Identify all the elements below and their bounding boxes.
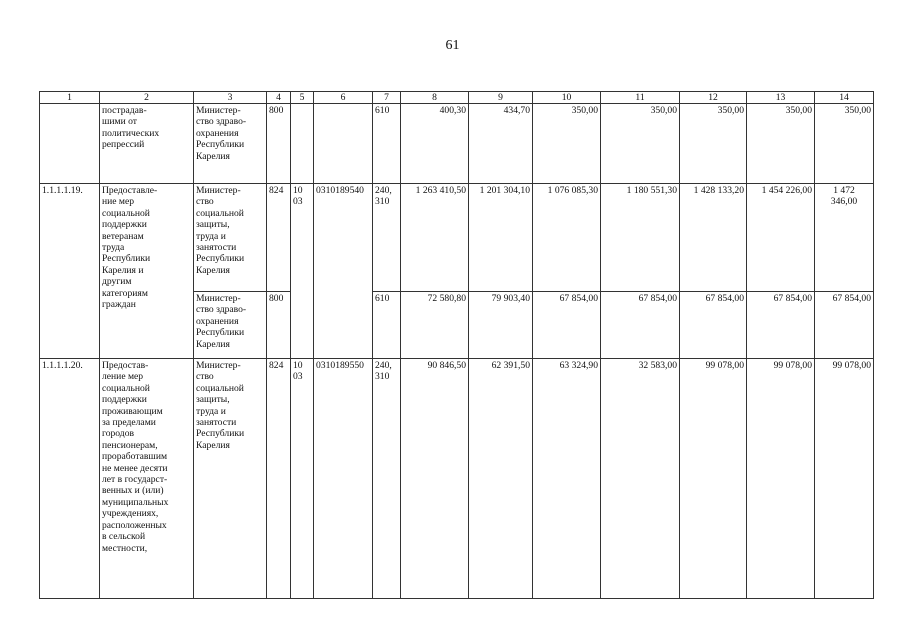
header-row (40, 92, 874, 104)
header-cell: 1 (40, 92, 100, 104)
value-cell: 99 078,00 (680, 359, 747, 599)
table-row-item-20 (40, 359, 874, 599)
value-cell: 67 854,00 (533, 292, 601, 359)
item-name-cell: пострадав- шими от политических репрессий (100, 104, 194, 184)
value-cell: 32 583,00 (601, 359, 680, 599)
csr-cell: 0310189540 (314, 184, 373, 359)
header-cell: 3 (194, 92, 267, 104)
header-cell: 7 (373, 92, 401, 104)
grbs-cell: 800 (267, 104, 291, 184)
value-cell: 1 076 085,30 (533, 184, 601, 292)
value-cell: 350,00 (747, 104, 815, 184)
rz-cell: 10 03 (291, 184, 314, 359)
value-cell: 350,00 (601, 104, 680, 184)
value-cell: 62 391,50 (469, 359, 533, 599)
item-code-cell (40, 104, 100, 184)
value-cell: 350,00 (815, 104, 874, 184)
ministry-cell: Министер- ство социальной защиты, труда и занятости Республики Карелия (194, 359, 267, 599)
vr-cell: 240, 310 (373, 359, 401, 599)
value-cell: 67 854,00 (680, 292, 747, 359)
header-cell: 12 (680, 92, 747, 104)
value-cell: 99 078,00 (815, 359, 874, 599)
header-cell: 9 (469, 92, 533, 104)
value-cell: 400,30 (401, 104, 469, 184)
item-code-cell: 1.1.1.1.20. (40, 359, 100, 599)
vr-cell: 240, 310 (373, 184, 401, 292)
value-cell: 1 428 133,20 (680, 184, 747, 292)
item-code-cell: 1.1.1.1.19. (40, 184, 100, 359)
value-cell: 67 854,00 (747, 292, 815, 359)
header-cell: 14 (815, 92, 874, 104)
value-cell: 90 846,50 (401, 359, 469, 599)
csr-cell: 0310189550 (314, 359, 373, 599)
rz-cell: 10 03 (291, 359, 314, 599)
table-row-continuation (40, 104, 874, 184)
csr-cell (314, 104, 373, 184)
ministry-cell: Министер- ство здраво- охранения Республики Карелия (194, 292, 267, 359)
value-cell: 67 854,00 (601, 292, 680, 359)
value-cell: 434,70 (469, 104, 533, 184)
value-cell: 1 180 551,30 (601, 184, 680, 292)
header-cell: 8 (401, 92, 469, 104)
value-cell: 1 263 410,50 (401, 184, 469, 292)
rz-cell (291, 104, 314, 184)
value-cell: 1 201 304,10 (469, 184, 533, 292)
vr-cell: 610 (373, 292, 401, 359)
ministry-cell: Министер- ство социальной защиты, труда и занятости Республики Карелия (194, 184, 267, 292)
header-cell: 4 (267, 92, 291, 104)
value-cell: 79 903,40 (469, 292, 533, 359)
item-name-cell: Предостав- ление мер социальной поддержки проживающим за пределами городов пенсионерам, проработавшим не менее десяти лет в государст- венных и (или) муниципальных учреждениях, расположенных в сельской местности, (100, 359, 194, 599)
value-cell: 72 580,80 (401, 292, 469, 359)
header-cell: 13 (747, 92, 815, 104)
page-number: 61 (445, 38, 460, 53)
header-cell: 2 (100, 92, 194, 104)
value-cell: 350,00 (680, 104, 747, 184)
item-name-cell: Предоставле- ние мер социальной поддержки ветеранам труда Республики Карелия и другим категориям граждан (100, 184, 194, 359)
value-cell: 67 854,00 (815, 292, 874, 359)
header-cell: 5 (291, 92, 314, 104)
vr-cell: 610 (373, 104, 401, 184)
value-cell: 1 472 346,00 (815, 184, 874, 292)
table-row-item-19-a (40, 184, 874, 292)
grbs-cell: 824 (267, 359, 291, 599)
value-cell: 350,00 (533, 104, 601, 184)
value-cell: 99 078,00 (747, 359, 815, 599)
grbs-cell: 824 (267, 184, 291, 292)
header-cell: 6 (314, 92, 373, 104)
grbs-cell: 800 (267, 292, 291, 359)
header-cell: 11 (601, 92, 680, 104)
header-cell: 10 (533, 92, 601, 104)
value-cell: 1 454 226,00 (747, 184, 815, 292)
value-cell: 63 324,90 (533, 359, 601, 599)
ministry-cell: Министер- ство здраво- охранения Республики Карелия (194, 104, 267, 184)
program-table (39, 91, 874, 599)
